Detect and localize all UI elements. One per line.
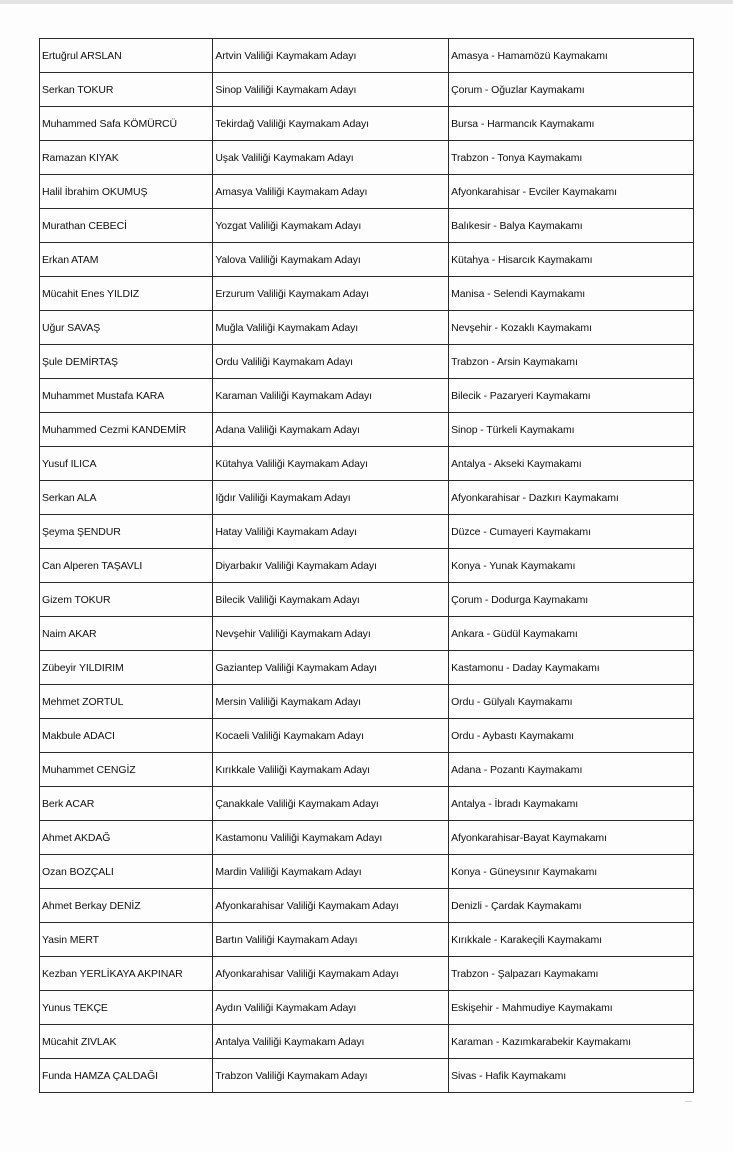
table-row xyxy=(40,345,694,379)
current-post-cell: Nevşehir Valiliği Kaymakam Adayı xyxy=(213,617,449,651)
new-post-cell: Bursa - Harmancık Kaymakamı xyxy=(449,107,694,141)
current-post-cell: Afyonkarahisar Valiliği Kaymakam Adayı xyxy=(213,889,449,923)
table-row xyxy=(40,447,694,481)
current-post-cell: Kocaeli Valiliği Kaymakam Adayı xyxy=(213,719,449,753)
new-post-cell: Kütahya - Hisarcık Kaymakamı xyxy=(449,243,694,277)
current-post-cell: Uşak Valiliği Kaymakam Adayı xyxy=(213,141,449,175)
name-cell: Gizem TOKUR xyxy=(40,583,213,617)
name-cell: Ahmet AKDAĞ xyxy=(40,821,213,855)
current-post-cell: Aydın Valiliği Kaymakam Adayı xyxy=(213,991,449,1025)
current-post-cell: Kütahya Valiliği Kaymakam Adayı xyxy=(213,447,449,481)
name-cell: Halil İbrahim OKUMUŞ xyxy=(40,175,213,209)
new-post-cell: Manisa - Selendi Kaymakamı xyxy=(449,277,694,311)
table-row xyxy=(40,617,694,651)
name-cell: Yunus TEKÇE xyxy=(40,991,213,1025)
current-post-cell: Kastamonu Valiliği Kaymakam Adayı xyxy=(213,821,449,855)
name-cell: Funda HAMZA ÇALDAĞI xyxy=(40,1059,213,1093)
new-post-cell: Bilecik - Pazaryeri Kaymakamı xyxy=(449,379,694,413)
new-post-cell: Balıkesir - Balya Kaymakamı xyxy=(449,209,694,243)
table-row xyxy=(40,379,694,413)
new-post-cell: Nevşehir - Kozaklı Kaymakamı xyxy=(449,311,694,345)
name-cell: Ozan BOZÇALI xyxy=(40,855,213,889)
table-row xyxy=(40,277,694,311)
name-cell: Muhammet Mustafa KARA xyxy=(40,379,213,413)
table-row xyxy=(40,753,694,787)
name-cell: Şule DEMİRTAŞ xyxy=(40,345,213,379)
new-post-cell: Konya - Yunak Kaymakamı xyxy=(449,549,694,583)
name-cell: Muhammed Safa KÖMÜRCÜ xyxy=(40,107,213,141)
appointments-table xyxy=(39,38,694,1093)
table-row xyxy=(40,651,694,685)
new-post-cell: Çorum - Oğuzlar Kaymakamı xyxy=(449,73,694,107)
name-cell: Muhammet CENGİZ xyxy=(40,753,213,787)
table-row xyxy=(40,1059,694,1093)
name-cell: Yasin MERT xyxy=(40,923,213,957)
new-post-cell: Kastamonu - Daday Kaymakamı xyxy=(449,651,694,685)
table-row xyxy=(40,685,694,719)
top-edge-shade xyxy=(0,0,733,4)
table-row xyxy=(40,821,694,855)
new-post-cell: Konya - Güneysınır Kaymakamı xyxy=(449,855,694,889)
new-post-cell: Ordu - Gülyalı Kaymakamı xyxy=(449,685,694,719)
new-post-cell: Sinop - Türkeli Kaymakamı xyxy=(449,413,694,447)
table-row xyxy=(40,923,694,957)
new-post-cell: Karaman - Kazımkarabekir Kaymakamı xyxy=(449,1025,694,1059)
new-post-cell: Amasya - Hamamözü Kaymakamı xyxy=(449,39,694,73)
current-post-cell: Yozgat Valiliği Kaymakam Adayı xyxy=(213,209,449,243)
new-post-cell: Trabzon - Tonya Kaymakamı xyxy=(449,141,694,175)
new-post-cell: Düzce - Cumayeri Kaymakamı xyxy=(449,515,694,549)
current-post-cell: Çanakkale Valiliği Kaymakam Adayı xyxy=(213,787,449,821)
new-post-cell: Denizli - Çardak Kaymakamı xyxy=(449,889,694,923)
current-post-cell: Adana Valiliği Kaymakam Adayı xyxy=(213,413,449,447)
current-post-cell: Artvin Valiliği Kaymakam Adayı xyxy=(213,39,449,73)
new-post-cell: Ordu - Aybastı Kaymakamı xyxy=(449,719,694,753)
table-row xyxy=(40,991,694,1025)
new-post-cell: Antalya - İbradı Kaymakamı xyxy=(449,787,694,821)
table-row xyxy=(40,787,694,821)
name-cell: Mücahit Enes YILDIZ xyxy=(40,277,213,311)
table-row xyxy=(40,1025,694,1059)
name-cell: Ahmet Berkay DENİZ xyxy=(40,889,213,923)
name-cell: Erkan ATAM xyxy=(40,243,213,277)
current-post-cell: Karaman Valiliği Kaymakam Adayı xyxy=(213,379,449,413)
new-post-cell: Eskişehir - Mahmudiye Kaymakamı xyxy=(449,991,694,1025)
current-post-cell: Mersin Valiliği Kaymakam Adayı xyxy=(213,685,449,719)
table-row xyxy=(40,889,694,923)
new-post-cell: Antalya - Akseki Kaymakamı xyxy=(449,447,694,481)
current-post-cell: Bartın Valiliği Kaymakam Adayı xyxy=(213,923,449,957)
table-row xyxy=(40,311,694,345)
table-row xyxy=(40,583,694,617)
current-post-cell: Diyarbakır Valiliği Kaymakam Adayı xyxy=(213,549,449,583)
name-cell: Makbule ADACI xyxy=(40,719,213,753)
new-post-cell: Afyonkarahisar - Evciler Kaymakamı xyxy=(449,175,694,209)
new-post-cell: Ankara - Güdül Kaymakamı xyxy=(449,617,694,651)
current-post-cell: Amasya Valiliği Kaymakam Adayı xyxy=(213,175,449,209)
current-post-cell: Trabzon Valiliği Kaymakam Adayı xyxy=(213,1059,449,1093)
page-corner-mark xyxy=(685,1101,692,1102)
table-row xyxy=(40,141,694,175)
current-post-cell: Afyonkarahisar Valiliği Kaymakam Adayı xyxy=(213,957,449,991)
table-row xyxy=(40,209,694,243)
name-cell: Can Alperen TAŞAVLI xyxy=(40,549,213,583)
new-post-cell: Afyonkarahisar-Bayat Kaymakamı xyxy=(449,821,694,855)
new-post-cell: Trabzon - Şalpazarı Kaymakamı xyxy=(449,957,694,991)
current-post-cell: Gaziantep Valiliği Kaymakam Adayı xyxy=(213,651,449,685)
name-cell: Zübeyir YILDIRIM xyxy=(40,651,213,685)
name-cell: Serkan TOKUR xyxy=(40,73,213,107)
new-post-cell: Afyonkarahisar - Dazkırı Kaymakamı xyxy=(449,481,694,515)
new-post-cell: Sivas - Hafik Kaymakamı xyxy=(449,1059,694,1093)
table-row xyxy=(40,413,694,447)
new-post-cell: Çorum - Dodurga Kaymakamı xyxy=(449,583,694,617)
current-post-cell: Iğdır Valiliği Kaymakam Adayı xyxy=(213,481,449,515)
name-cell: Mehmet ZORTUL xyxy=(40,685,213,719)
name-cell: Mücahit ZIVLAK xyxy=(40,1025,213,1059)
current-post-cell: Tekirdağ Valiliği Kaymakam Adayı xyxy=(213,107,449,141)
current-post-cell: Ordu Valiliği Kaymakam Adayı xyxy=(213,345,449,379)
current-post-cell: Mardin Valiliği Kaymakam Adayı xyxy=(213,855,449,889)
new-post-cell: Adana - Pozantı Kaymakamı xyxy=(449,753,694,787)
current-post-cell: Yalova Valiliği Kaymakam Adayı xyxy=(213,243,449,277)
name-cell: Kezban YERLİKAYA AKPINAR xyxy=(40,957,213,991)
name-cell: Berk ACAR xyxy=(40,787,213,821)
table-row xyxy=(40,515,694,549)
current-post-cell: Erzurum Valiliği Kaymakam Adayı xyxy=(213,277,449,311)
name-cell: Yusuf ILICA xyxy=(40,447,213,481)
table-row xyxy=(40,855,694,889)
table-row xyxy=(40,39,694,73)
table-row xyxy=(40,243,694,277)
name-cell: Uğur SAVAŞ xyxy=(40,311,213,345)
name-cell: Muhammed Cezmi KANDEMİR xyxy=(40,413,213,447)
current-post-cell: Hatay Valiliği Kaymakam Adayı xyxy=(213,515,449,549)
current-post-cell: Sinop Valiliği Kaymakam Adayı xyxy=(213,73,449,107)
new-post-cell: Kırıkkale - Karakeçili Kaymakamı xyxy=(449,923,694,957)
table-row xyxy=(40,719,694,753)
new-post-cell: Trabzon - Arsin Kaymakamı xyxy=(449,345,694,379)
table-row xyxy=(40,549,694,583)
table-row xyxy=(40,481,694,515)
name-cell: Naim AKAR xyxy=(40,617,213,651)
table-row xyxy=(40,107,694,141)
name-cell: Ertuğrul ARSLAN xyxy=(40,39,213,73)
table-row xyxy=(40,957,694,991)
current-post-cell: Bilecik Valiliği Kaymakam Adayı xyxy=(213,583,449,617)
table-row xyxy=(40,175,694,209)
name-cell: Serkan ALA xyxy=(40,481,213,515)
appointments-table-body xyxy=(40,39,694,1093)
name-cell: Şeyma ŞENDUR xyxy=(40,515,213,549)
current-post-cell: Kırıkkale Valiliği Kaymakam Adayı xyxy=(213,753,449,787)
current-post-cell: Antalya Valiliği Kaymakam Adayı xyxy=(213,1025,449,1059)
name-cell: Ramazan KIYAK xyxy=(40,141,213,175)
name-cell: Murathan CEBECİ xyxy=(40,209,213,243)
current-post-cell: Muğla Valiliği Kaymakam Adayı xyxy=(213,311,449,345)
table-row xyxy=(40,73,694,107)
